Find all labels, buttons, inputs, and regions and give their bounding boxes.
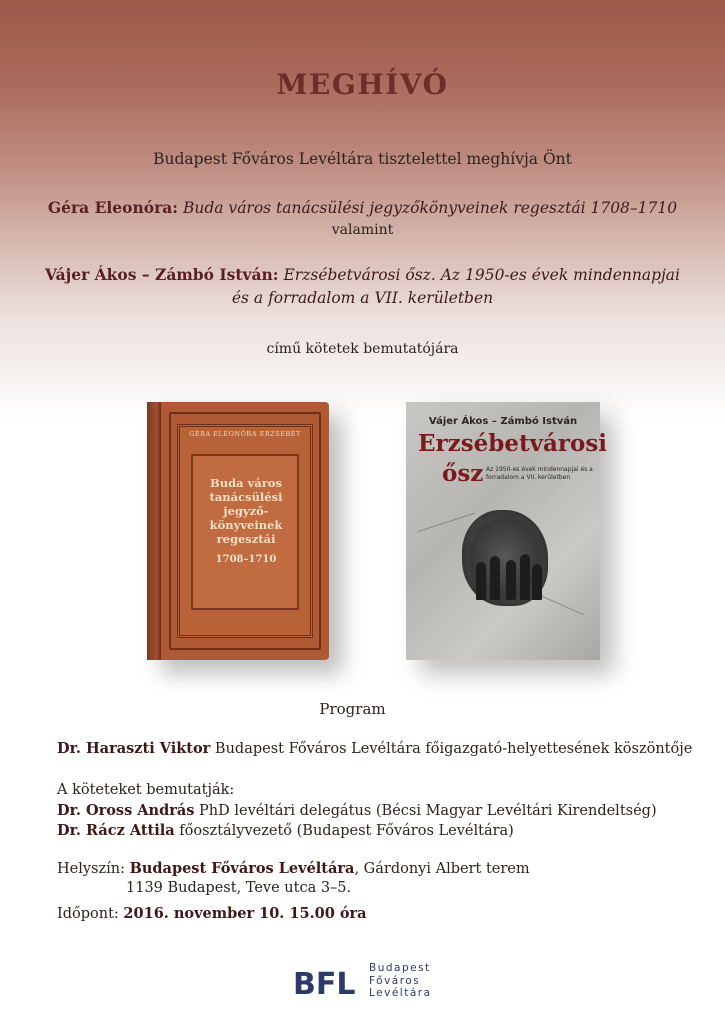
cover2-title-line1: Erzsébetvárosi — [418, 430, 608, 457]
wall-crack — [417, 513, 474, 532]
time-label: Időpont: — [57, 906, 124, 922]
cover1-title-line: könyveinek — [209, 518, 283, 532]
venue-room: , Gárdonyi Albert terem — [354, 861, 530, 877]
book2-announcement — [0, 265, 725, 284]
time-value: 2016. november 10. 15.00 óra — [123, 905, 367, 922]
welcome-text: Budapest Főváros Levéltára főigazgató-helyettesének köszöntője — [210, 741, 693, 757]
cover1-years: 1708–1710 — [215, 554, 277, 565]
time-line — [57, 905, 367, 922]
presenter2-text: főosztályvezető (Budapest Főváros Levéltára) — [174, 823, 514, 839]
bfl-logo-text — [369, 962, 432, 1000]
page-title: MEGHÍVÓ — [276, 68, 449, 101]
venue-label: Helyszín: — [57, 861, 130, 877]
book-cover-buda — [147, 402, 329, 660]
bfl-logo — [293, 962, 443, 1002]
book2-title-part2: és a forradalom a VII. kerületben — [231, 289, 494, 307]
presenter-1 — [57, 802, 657, 819]
venue-name: Budapest Főváros Levéltára — [129, 860, 355, 877]
logo-line: Főváros — [369, 974, 421, 987]
presenter-2 — [57, 822, 514, 839]
photo-figure — [506, 560, 516, 600]
book2-author: Vájer Ákos – Zámbó István: — [44, 265, 279, 284]
presenter2-name: Dr. Rácz Attila — [57, 822, 175, 839]
welcome-name: Dr. Haraszti Viktor — [57, 740, 211, 757]
bfl-logo-letters: BFL — [293, 967, 356, 1002]
presenter1-name: Dr. Oross András — [57, 802, 195, 819]
conjunction-text: valamint — [331, 222, 394, 238]
book2-title-part1: Erzsébetvárosi ősz. Az 1950-es évek mindennapjai — [283, 266, 681, 284]
venue-line — [57, 860, 530, 877]
tagline: című kötetek bemutatójára — [266, 341, 459, 357]
cover2-author: Vájer Ákos – Zámbó István — [428, 416, 578, 427]
bfl-logo-mark — [293, 964, 363, 1000]
cover1-title-line: jegyző- — [223, 504, 269, 518]
book-cover-erzsebetvarosi — [406, 402, 608, 660]
book1-announcement — [0, 198, 725, 217]
cover-photo-hole — [462, 510, 548, 606]
photo-figure — [476, 562, 486, 600]
book1-title: Buda város tanácsülési jegyzőkönyveinek regesztái 1708–1710 — [182, 199, 678, 217]
cover2-title-line2: ősz — [442, 460, 484, 487]
photo-figure — [520, 554, 530, 600]
cover1-title-line: Buda város — [210, 476, 282, 490]
welcome-line — [57, 740, 692, 757]
venue-address: 1139 Budapest, Teve utca 3–5. — [126, 880, 352, 896]
presenters-intro: A köteteket bemutatják: — [57, 782, 235, 798]
logo-line: Budapest — [369, 962, 431, 974]
cover1-title-line: regesztái — [216, 532, 276, 546]
book-spine — [147, 402, 161, 660]
cover1-title — [197, 476, 295, 546]
book1-author: Géra Eleonóra: — [47, 198, 179, 217]
book2-title-line2 — [0, 289, 725, 307]
cover1-author: GÉRA ELEONÓRA ERZSEBET — [189, 430, 301, 438]
presenter1-text: PhD levéltári delegátus (Bécsi Magyar Levéltári Kirendeltség) — [194, 803, 657, 819]
program-heading: Program — [319, 700, 386, 718]
logo-line: Levéltára — [369, 987, 432, 999]
photo-figure — [532, 564, 542, 600]
photo-figure — [490, 556, 500, 600]
cover2-subtitle: Az 1950-es évek mindennapjai és a forradalom a VII. kerületben — [486, 466, 593, 481]
cover1-title-line: tanácsülési — [209, 490, 283, 504]
intro-text: Budapest Főváros Levéltára tisztelettel meghívja Önt — [153, 150, 572, 168]
